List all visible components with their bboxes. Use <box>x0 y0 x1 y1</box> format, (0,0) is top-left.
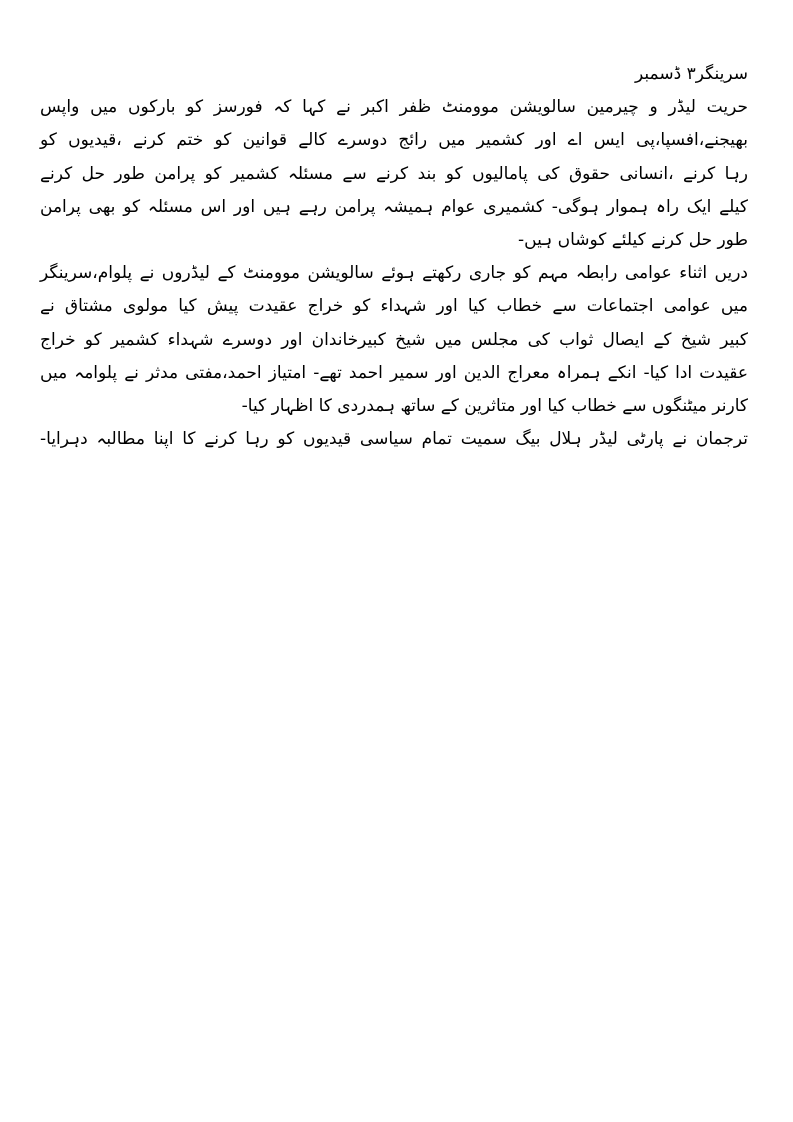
dateline: سرینگر۳ ڈسمبر <box>635 64 748 84</box>
paragraph-3-line-1: ترجمان نے پارٹی لیڈر ہلال بیگ سمیت تمام سیاسی قیدیوں کو رہا کرنے کا اپنا مطالبہ دہرایا- <box>40 429 748 450</box>
paragraph-1-line-3: رہا کرنے ،انسانی حقوق کی پامالیوں کو بند کرنے سے مسئلہ کشمیر کو پرامن طور حل کرنے <box>40 163 748 184</box>
paragraph-2-line-4: عقیدت ادا کیا- انکے ہمراہ معراج الدین اور سمیر احمد تھے- امتیاز احمد،مفتی مدثر نے پلوامہ میں <box>40 362 748 383</box>
paragraph-1-line-4: کیلے ایک راہ ہموار ہوگی- کشمیری عوام ہمیشہ پرامن رہے ہیں اور اس مسئلہ کو بھی پرامن <box>40 196 748 217</box>
paragraph-2-line-1: دریں اثناء عوامی رابطہ مہم کو جاری رکھتے ہوئے سالویشن موومنٹ کے لیڈروں نے پلوام،سرینگر <box>40 263 748 284</box>
paragraph-2-line-2: میں عوامی اجتماعات سے خطاب کیا اور شہداء کو خراج عقیدت پیش کیا مولوی مشتاق نے <box>40 296 748 317</box>
paragraph-2-line-3: کبیر شیخ کے ایصال ثواب کی مجلس میں شیخ کبیرخاندان اور دوسرے شہداء کشمیر کو خراج <box>40 329 748 350</box>
article-body <box>40 58 748 456</box>
paragraph-1-line-1: حریت لیڈر و چیرمین سالویشن موومنٹ ظفر اکبر نے کہا کہ فورسز کو بارکوں میں واپس <box>40 97 748 118</box>
paragraph-2-line-5: کارنر میٹنگوں سے خطاب کیا اور متاثرین کے ساتھ ہمدردی کا اظہار کیا- <box>241 395 748 416</box>
paragraph-1-line-5: طور حل کرنے کیلئے کوشاں ہیں- <box>518 229 748 250</box>
paragraph-1-line-2: بھیجنے،افسپا،پی ایس اے اور کشمیر میں رائج دوسرے کالے قوانین کو ختم کرنے ،قیدیوں کو <box>40 130 748 151</box>
